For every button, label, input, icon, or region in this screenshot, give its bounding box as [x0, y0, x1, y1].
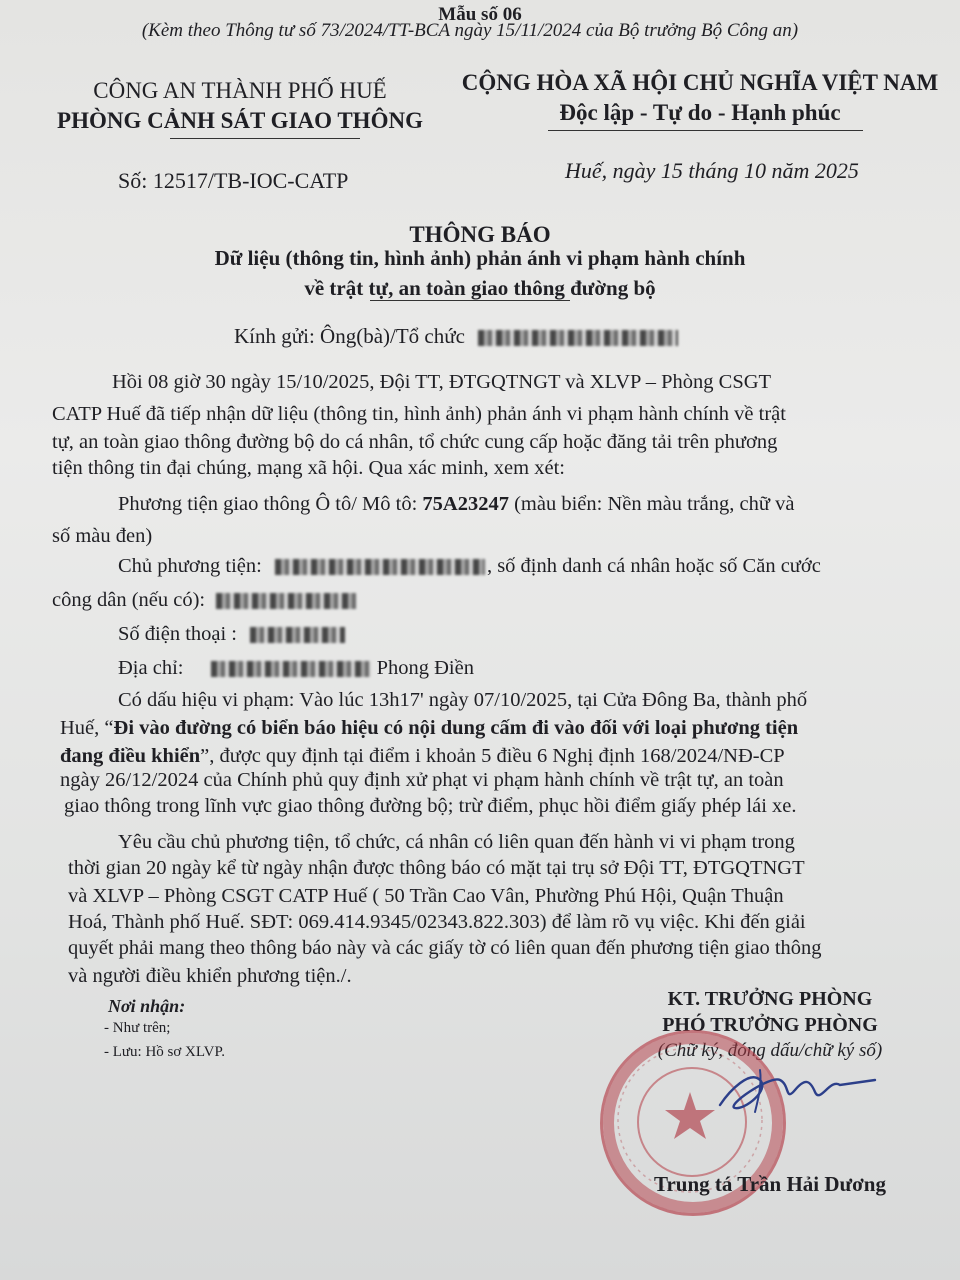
request-line3: và XLVP – Phòng CSGT CATP Huế ( 50 Trần Cao Vân, Phường Phú Hội, Quận Thuận [68, 885, 784, 907]
owner-id-caption: công dân (nếu có): [52, 589, 206, 611]
address-line [118, 658, 474, 679]
violation-line5: giao thông trong lĩnh vực giao thông đường bộ; trừ điểm, phục hồi điểm giấy phép lái xe. [64, 795, 797, 817]
owner-line2 [52, 590, 356, 611]
signer-name: Trung tá Trần Hải Dương [654, 1172, 886, 1196]
signature-note: (Chữ ký, đóng dấu/chữ ký số) [657, 1040, 883, 1061]
violation-line4: ngày 26/12/2024 của Chính phủ quy định xử phạt vi phạm hành chính về trật tự, an toàn [60, 769, 784, 791]
phone-redacted [250, 627, 345, 643]
owner-name-redacted [275, 559, 485, 575]
notice-subtitle-2: về trật tự, an toàn giao thông đường bộ [304, 276, 656, 300]
request-line1: Yêu cầu chủ phương tiện, tổ chức, cá nhân có liên quan đến hành vi vi phạm trong [118, 831, 795, 853]
request-line6: và người điều khiển phương tiện./. [68, 965, 352, 987]
violation-regulation: ”, được quy định tại điểm i khoản 5 điều 6 Nghị định 168/2024/NĐ-CP [200, 745, 785, 767]
recipient-redacted [478, 330, 678, 346]
violation-place-end: Huế, “ [60, 717, 114, 739]
phone-label: Số điện thoại : [118, 623, 238, 645]
owner-line1 [118, 556, 821, 577]
signer-role-1: KT. TRƯỞNG PHÒNG [667, 988, 873, 1010]
paragraph1-line3: tự, an toàn giao thông đường bộ do cá nhân, tổ chức cung cấp hoặc đăng tải trên phương [52, 431, 778, 453]
receiver-item-2: - Lưu: Hồ sơ XLVP. [104, 1044, 225, 1060]
form-number: Mẫu số 06 [438, 4, 522, 25]
title-underline [370, 300, 570, 301]
agency-line1: CÔNG AN THÀNH PHỐ HUẾ [93, 78, 387, 103]
violation-line3 [60, 746, 785, 767]
form-attached-note: (Kèm theo Thông tư số 73/2024/TT-BCA ngày 15/11/2024 của Bộ trưởng Bộ Công an) [141, 20, 799, 41]
vehicle-prefix: Phương tiện giao thông Ô tô/ Mô tô: [118, 493, 423, 515]
document-number: Số: 12517/TB-IOC-CATP [118, 168, 349, 193]
receivers-label: Nơi nhận: [108, 996, 186, 1016]
violation-description-end: đang điều khiển [60, 745, 201, 767]
vehicle-line1 [118, 494, 794, 515]
paragraph1-line2: CATP Huế đã tiếp nhận dữ liệu (thông tin, hình ảnh) phản ánh vi phạm hành chính về trật [52, 403, 786, 425]
notice-title: THÔNG BÁO [409, 222, 551, 247]
recipient-line [234, 326, 678, 347]
nation-underline [548, 130, 863, 131]
vehicle-plate: 75A23247 [422, 493, 509, 515]
receiver-item-1: - Như trên; [104, 1020, 171, 1036]
address-suffix: Phong Điền [376, 657, 474, 679]
handwritten-signature [700, 1050, 890, 1130]
phone-line [118, 624, 345, 645]
owner-id-label: , số định danh cá nhân hoặc số Căn cước [486, 555, 821, 577]
address-redacted [211, 661, 371, 677]
owner-label: Chủ phương tiện: [118, 555, 262, 577]
agency-line2: PHÒNG CẢNH SÁT GIAO THÔNG [57, 108, 423, 133]
recipient-label: Kính gửi: Ông(bà)/Tổ chức [234, 324, 465, 348]
address-label: Địa chỉ: [118, 657, 184, 679]
nation-motto: Độc lập - Tự do - Hạnh phúc [559, 100, 841, 125]
owner-id-redacted [216, 593, 356, 609]
signer-role-2: PHÓ TRƯỞNG PHÒNG [662, 1014, 878, 1036]
document-date: Huế, ngày 15 tháng 10 năm 2025 [565, 158, 859, 183]
nation-line1: CỘNG HÒA XÃ HỘI CHỦ NGHĨA VIỆT NAM [461, 70, 939, 95]
request-line2: thời gian 20 ngày kể từ ngày nhận được thông báo có mặt tại trụ sở Đội TT, ĐTGQTNGT [68, 857, 805, 879]
violation-line1: Có dấu hiệu vi phạm: Vào lúc 13h17' ngày 07/10/2025, tại Cửa Đông Ba, thành phố [118, 689, 808, 711]
notice-subtitle-1: Dữ liệu (thông tin, hình ảnh) phản ánh vi phạm hành chính [214, 246, 746, 270]
request-line4: Hoá, Thành phố Huế. SĐT: 069.414.9345/02343.822.303) để làm rõ vụ việc. Khi đến giải [68, 911, 806, 933]
vehicle-plate-color: (màu biển: Nền màu trắng, chữ và [508, 493, 795, 515]
request-line5: quyết phải mang theo thông báo này và các giấy tờ có liên quan đến phương tiện giao thông [68, 937, 822, 959]
vehicle-line2: số màu đen) [52, 525, 153, 547]
agency-underline [170, 138, 360, 139]
violation-description: Đi vào đường có biển báo hiệu có nội dung cấm đi vào đối với loại phương tiện [113, 717, 799, 739]
paragraph1-line1: Hồi 08 giờ 30 ngày 15/10/2025, Đội TT, ĐTGQTNGT và XLVP – Phòng CSGT [112, 371, 772, 393]
paragraph1-line4: tiện thông tin đại chúng, mạng xã hội. Qua xác minh, xem xét: [52, 457, 565, 479]
violation-line2 [60, 718, 798, 739]
